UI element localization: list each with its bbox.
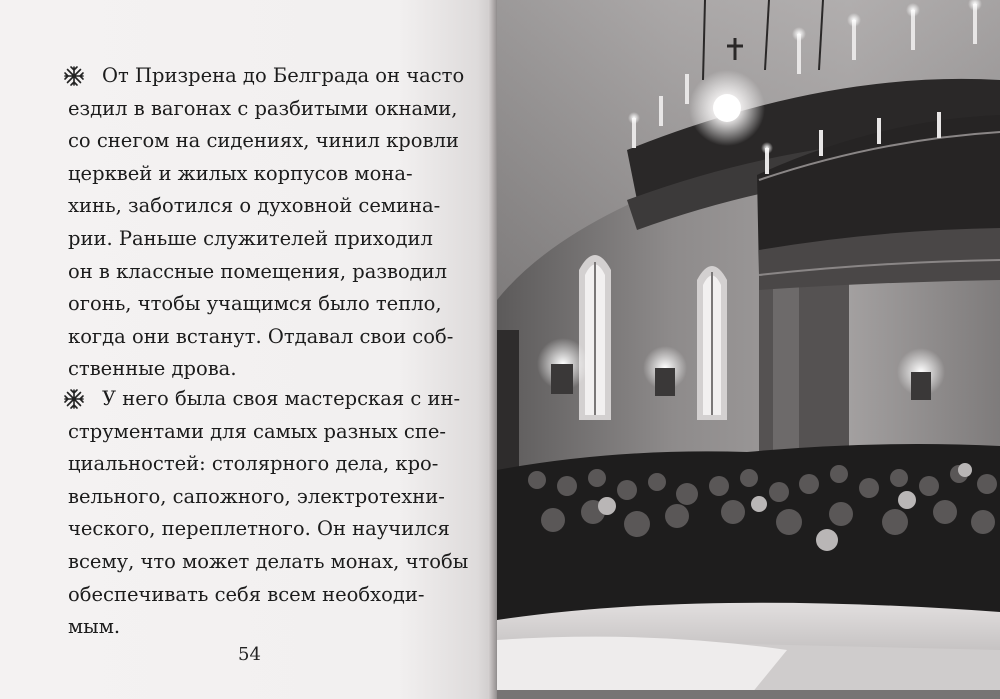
text-line: он в классные помещения, разводил xyxy=(68,259,448,283)
text-line: вельного, сапожного, электротехни- xyxy=(68,484,445,508)
text-line: хинь, заботился о духовной семина- xyxy=(68,194,441,218)
text-line: обеспечивать себя всем необходи- xyxy=(68,582,425,606)
church-interior-photo xyxy=(497,0,1000,699)
text-line: У него была своя мастерская с ин- xyxy=(102,387,461,410)
paragraph-2 xyxy=(68,383,468,644)
paragraph-1 xyxy=(68,60,468,386)
text-line: рии. Раньше служителей приходил xyxy=(68,226,433,250)
text-line: огонь, чтобы учащимся было тепло, xyxy=(68,292,442,316)
text-line: циальностей: столярного дела, кро- xyxy=(68,452,439,476)
text-line: ездил в вагонах с разбитыми окнами, xyxy=(68,96,458,120)
text-line: всему, что может делать монах, чтобы xyxy=(68,549,469,573)
text-line: со снегом на сидениях, чинил кровли xyxy=(68,129,459,153)
text-line: струментами для самых разных спе- xyxy=(68,419,446,443)
ornament-bullet-icon xyxy=(62,387,86,411)
text-line: ческого, переплетного. Он научился xyxy=(68,517,450,541)
text-line: мым. xyxy=(68,615,121,639)
left-page xyxy=(0,0,497,699)
text-line: церквей и жилых корпусов мона- xyxy=(68,161,413,185)
text-line: когда они встанут. Отдавал свои соб- xyxy=(68,324,454,348)
photo-illustration xyxy=(497,0,1000,699)
window-right xyxy=(697,266,727,420)
text-line: От Призрена до Белграда он часто xyxy=(102,64,465,87)
page-number: 54 xyxy=(238,644,261,665)
ornament-bullet-icon xyxy=(62,64,86,88)
text-line: ственные дрова. xyxy=(68,357,237,381)
window-left xyxy=(579,255,611,420)
